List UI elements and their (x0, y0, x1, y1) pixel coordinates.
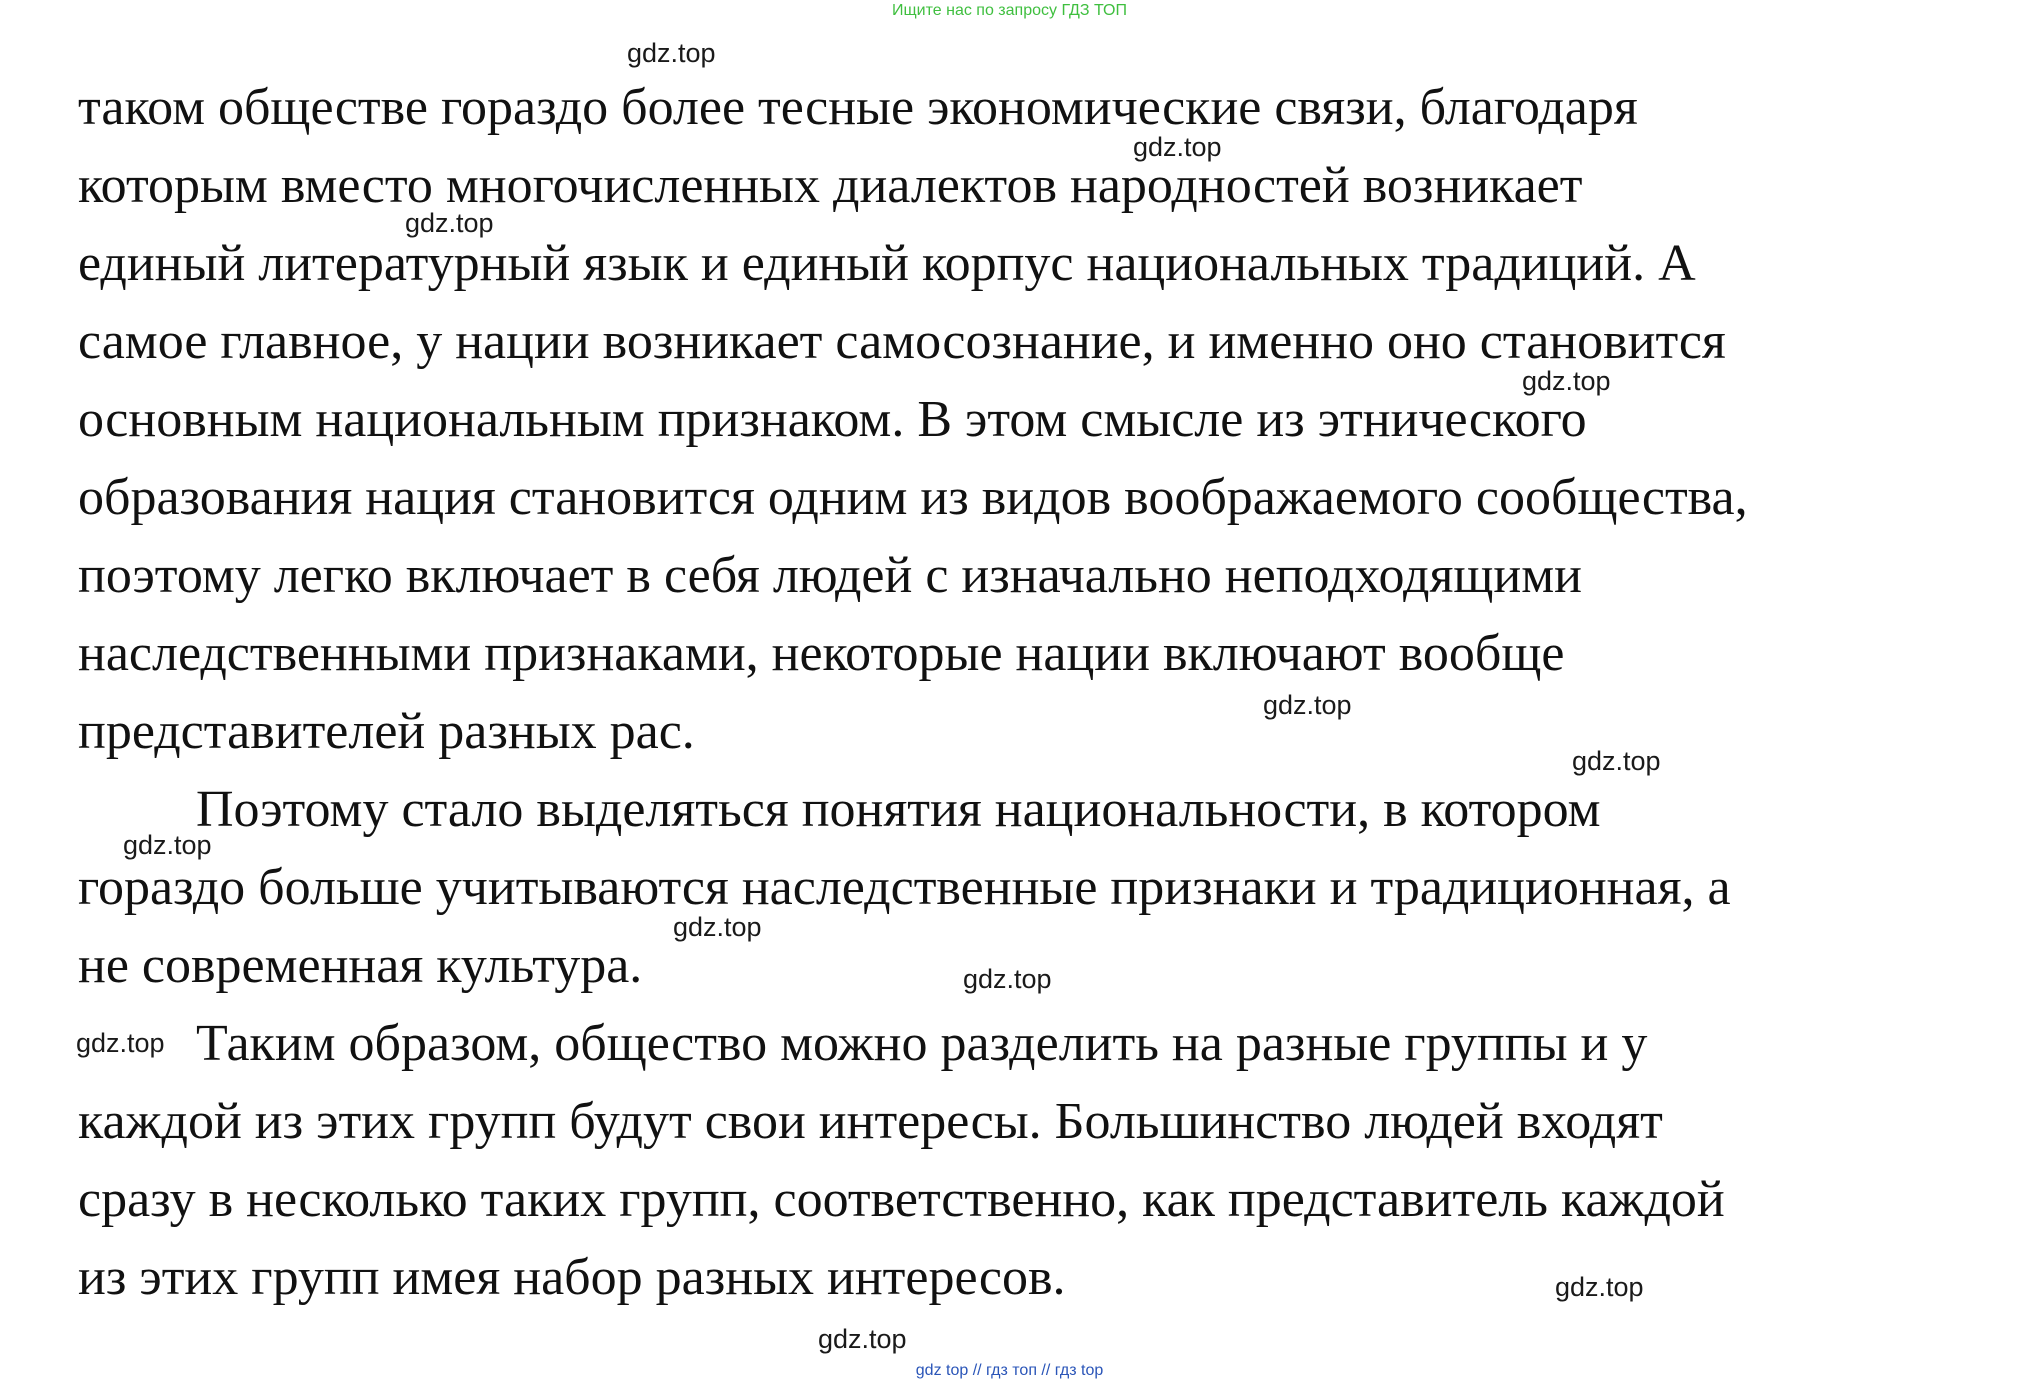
text-line: представителей разных рас. (78, 703, 695, 760)
watermark: gdz.top (123, 830, 212, 860)
watermark: gdz.top (673, 912, 762, 942)
text-line: самое главное, у нации возникает самосознание, и именно оно становится (78, 313, 1726, 370)
watermark: gdz.top (76, 1028, 165, 1058)
watermark: gdz.top (1133, 132, 1222, 162)
watermark: gdz.top (1263, 690, 1352, 720)
watermark: gdz.top (1522, 366, 1611, 396)
paragraph-indented-line: Таким образом, общество можно разделить на разные группы и у (196, 1015, 1648, 1072)
text-line: образования нация становится одним из видов воображаемого сообщества, (78, 469, 1748, 526)
text-line: каждой из этих групп будут свои интересы. Большинство людей входят (78, 1093, 1663, 1150)
text-line: основным национальным признаком. В этом смысле из этнического (78, 391, 1587, 448)
text-line: поэтому легко включает в себя людей с изначально неподходящими (78, 547, 1582, 604)
watermark: gdz.top (1572, 746, 1661, 776)
text-line: наследственными признаками, некоторые нации включают вообще (78, 625, 1565, 682)
text-line: гораздо больше учитываются наследственные признаки и традиционная, а (78, 859, 1731, 916)
watermark: gdz.top (963, 964, 1052, 994)
watermark: gdz.top (1555, 1272, 1644, 1302)
text-line: единый литературный язык и единый корпус национальных традиций. А (78, 235, 1696, 292)
paragraph-indented-line: Поэтому стало выделяться понятия национальности, в котором (196, 781, 1601, 838)
text-line: сразу в несколько таких групп, соответственно, как представитель каждой (78, 1171, 1725, 1228)
watermark: gdz.top (405, 208, 494, 238)
watermark: gdz.top (818, 1324, 907, 1354)
text-line: которым вместо многочисленных диалектов народностей возникает (78, 157, 1583, 214)
text-line: из этих групп имея набор разных интересов. (78, 1249, 1066, 1306)
text-line: таком обществе гораздо более тесные экономические связи, благодаря (78, 79, 1638, 136)
watermark: gdz.top (627, 38, 716, 68)
text-line: не современная культура. (78, 937, 643, 994)
footer-banner[interactable]: gdz top // гдз топ // гдз top (915, 1362, 1104, 1379)
header-banner[interactable]: Ищите нас по запросу ГДЗ ТОП (892, 2, 1127, 19)
